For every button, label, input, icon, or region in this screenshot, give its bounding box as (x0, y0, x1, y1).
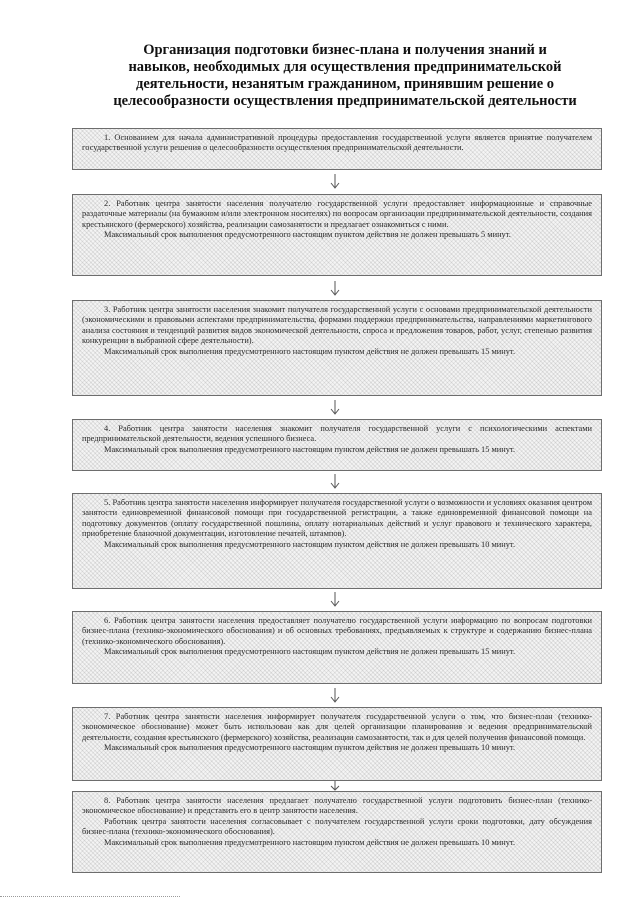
step-time-limit: Максимальный срок выполнения предусмотренного настоящим пунктом действия не должен превышать 15 минут. (104, 346, 516, 356)
step-text: Работник центра занятости населения согласовывает с получателем государственной услуги сроки подготовки, дату обсуждения бизнес-плана (технико-экономического обоснования). (82, 816, 592, 837)
step-text: 1. Основанием для начала административной процедуры предоставления государственной услуги является принятие получателем государственной услуги решения о целесообразности осуществления предпринимательской деятельности. (82, 133, 592, 153)
title-line: целесообразности осуществления предпринимательской деятельности (113, 93, 577, 109)
step-time-limit: Максимальный срок выполнения предусмотренного настоящим пунктом действия не должен превышать 15 минут. (104, 444, 516, 454)
flowchart-step-3 (72, 300, 602, 396)
flowchart-step-4 (72, 419, 602, 471)
step-text: 6. Работник центра занятости населения предоставляет получателю государственной услуги информацию по вопросам подготовки бизнес-плана (технико-экономического обоснования) и об основных требованиях, предъявляемых к структуре и содержанию бизнес-плана (технико-экономического обоснования). (82, 616, 592, 646)
down-arrow-icon (329, 400, 341, 416)
down-arrow-icon (329, 688, 341, 704)
down-arrow-icon (329, 592, 341, 608)
title-line: Организация подготовки бизнес-плана и получения знаний и (143, 42, 547, 58)
step-time-limit: Максимальный срок выполнения предусмотренного настоящим пунктом действия не должен превышать 10 минут. (104, 539, 516, 549)
step-time-limit: Максимальный срок выполнения предусмотренного настоящим пунктом действия не должен превышать 10 минут. (104, 837, 516, 847)
flowchart-step-2 (72, 194, 602, 276)
down-arrow-icon (329, 781, 341, 791)
flowchart-step-1 (72, 128, 602, 170)
step-text: 2. Работник центра занятости населения получателю государственной услуги предоставляет информационные и справочные раздаточные материалы (на бумажном и/или электронном носителях) по вопросам организации предпринимательской деятельности, создания крестьянского (фермерского) хозяйства, реализации самозанятости и предлагает ознакомиться с ними. (82, 199, 592, 229)
step-time-limit: Максимальный срок выполнения предусмотренного настоящим пунктом действия не должен превышать 10 минут. (104, 743, 516, 753)
step-text: 7. Работник центра занятости населения информирует получателя государственной услуги о том, что бизнес-план (технико-экономическое обоснование) может быть использован как для целей организации планирования и ведения предпринимательской деятельности, создания крестьянского (фермерского) хозяйства, реализации самозанятости, так и для целей получения финансовой помощи. (82, 712, 592, 742)
step-text: 8. Работник центра занятости населения предлагает получателю государственной услуги подготовить бизнес-план (технико-экономическое обоснование) и представить его в центр занятости населения. (82, 796, 592, 816)
flowchart-step-8 (72, 791, 602, 873)
step-time-limit: Максимальный срок выполнения предусмотренного настоящим пунктом действия не должен превышать 15 минут. (104, 647, 516, 657)
step-time-limit: Максимальный срок выполнения предусмотренного настоящим пунктом действия не должен превышать 5 минут. (104, 230, 511, 240)
flowchart-step-5 (72, 493, 602, 589)
down-arrow-icon (329, 281, 341, 297)
step-text: 5. Работник центра занятости населения информирует получателя государственной услуги о возможности и условиях оказания центром занятости единовременной финансовой помощи при государственной регистрации, а также единовременной финансовой помощи на подготовку документов (оплату государственной пошлины, оплату нотариальных действий и услуг правового и технического характера, приобретение бланочной документации, изготовление печатей, штампов). (82, 498, 592, 539)
step-text: 4. Работник центра занятости населения знакомит получателя государственной услуги с психологическими аспектами предпринимательской деятельности, ведения успешного бизнеса. (82, 424, 592, 444)
title-line: деятельности, незанятым гражданином, принявшим решение о (135, 76, 554, 92)
step-text: 3. Работник центра занятости населения знакомит получателя государственной услуги с основами предпринимательской деятельности (экономическими и правовыми аспектами предпринимательства, формами поддержки предпринимательства, направлениями маркетингового анализа состояния и тенденций развития видов экономической деятельности, спроса и предложения товаров, работ, услуг, степенью развития конкуренции в выбранной сфере деятельности). (82, 305, 592, 346)
down-arrow-icon (329, 174, 341, 190)
document-title (95, 42, 595, 110)
title-line: навыков, необходимых для осуществления предпринимательской (128, 59, 562, 75)
down-arrow-icon (329, 474, 341, 490)
flowchart-step-6 (72, 611, 602, 684)
flowchart-step-7 (72, 707, 602, 781)
scan-edge-divider (0, 896, 180, 897)
